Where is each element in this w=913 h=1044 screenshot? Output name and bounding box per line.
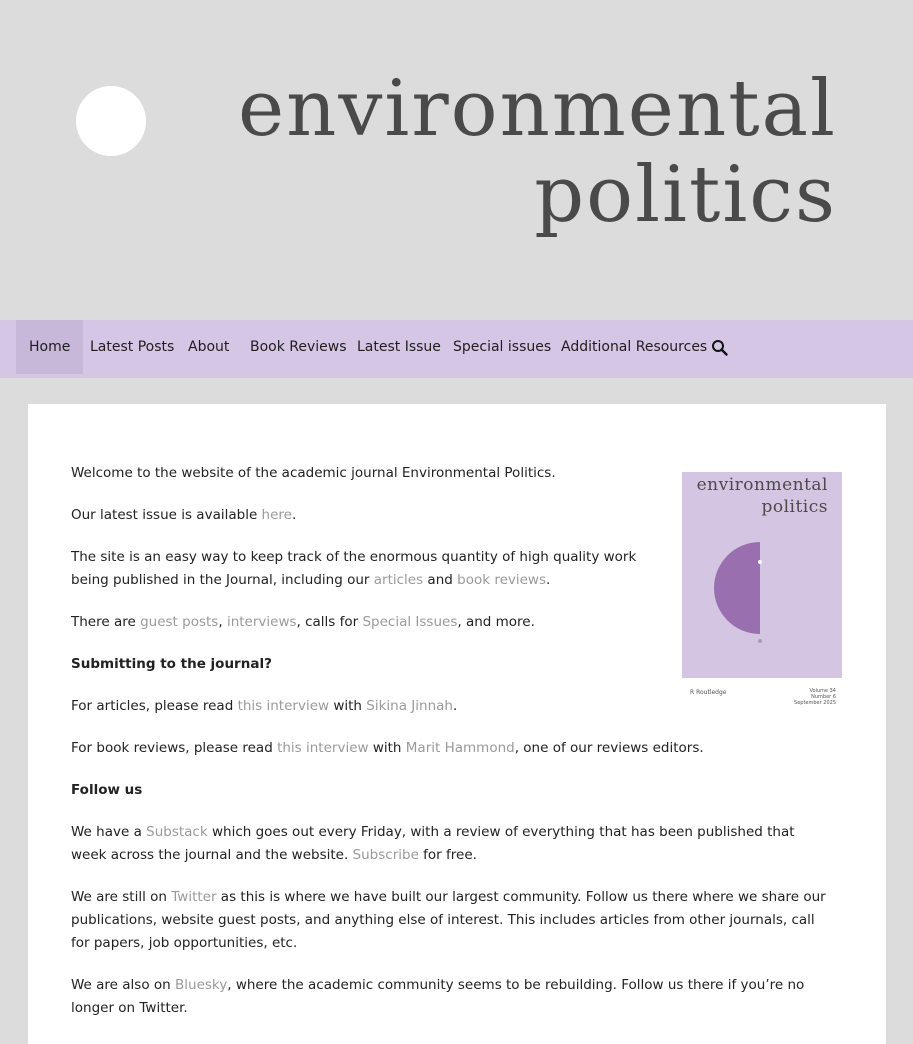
latest-issue-link[interactable]: here <box>261 507 292 523</box>
text: . <box>291 507 297 523</box>
site-title-line1: environmental <box>237 64 837 154</box>
half-circle-graphic <box>712 540 772 652</box>
text: There are <box>71 614 141 630</box>
site-description-paragraph <box>71 546 641 592</box>
book-reviews-link[interactable]: book reviews <box>457 572 547 588</box>
cover-volume-info <box>794 688 836 706</box>
articles-link[interactable]: articles <box>373 572 424 588</box>
publisher-name: Routledge <box>696 689 727 696</box>
text: as this is where we have built our largest community. Follow us there where we share our publications, website guest posts, and anything else of interest. This includes articles from other journals, call for papers, job opportunities, etc. <box>71 889 826 951</box>
sikina-jinnah-link[interactable]: Sikina Jinnah <box>366 698 453 714</box>
text: and <box>423 572 458 588</box>
publisher-logo <box>690 690 727 696</box>
cover-title-line1: environmental <box>696 475 828 495</box>
nav-item-additional-resources[interactable]: Additional Resources <box>561 339 708 355</box>
cover-art <box>682 472 842 678</box>
bluesky-link[interactable]: Bluesky <box>175 977 228 993</box>
text: We are also on <box>71 977 175 993</box>
text: For articles, please read <box>71 698 238 714</box>
twitter-paragraph <box>71 886 831 955</box>
main-content-card <box>28 404 886 1044</box>
book-reviews-guidance-paragraph <box>71 737 831 760</box>
routledge-logo-icon: R <box>690 689 695 696</box>
subscribe-link[interactable]: Subscribe <box>352 847 419 863</box>
cover-title <box>697 474 828 518</box>
text: We have a <box>71 824 147 840</box>
text: . <box>452 698 458 714</box>
welcome-paragraph <box>71 462 641 485</box>
text: , and more. <box>457 614 535 630</box>
journal-cover-image[interactable] <box>682 472 842 708</box>
text: . <box>546 572 551 588</box>
text: which goes out every Friday, with a review of everything that has been published that week across the journal and the website. <box>71 824 795 863</box>
special-issues-link[interactable]: Special Issues <box>362 614 458 630</box>
site-header <box>0 0 913 320</box>
nav-item-latest-issue[interactable]: Latest Issue <box>357 339 441 355</box>
nav-item-special-issues[interactable]: Special issues <box>453 339 552 355</box>
substack-paragraph <box>71 821 831 867</box>
cover-title-line2: politics <box>761 497 828 517</box>
nav-item-about[interactable]: About <box>188 339 230 355</box>
text: with <box>329 698 367 714</box>
latest-issue-paragraph <box>71 504 641 527</box>
submitting-heading <box>71 653 641 676</box>
content-types-paragraph <box>71 611 641 634</box>
articles-interview-link[interactable]: this interview <box>237 698 330 714</box>
book-reviews-interview-link[interactable]: this interview <box>277 740 369 756</box>
text: with <box>368 740 406 756</box>
text: Our latest issue is available <box>71 507 262 523</box>
main-nav <box>0 320 913 378</box>
text: for free. <box>418 847 477 863</box>
cover-number: Number 6 <box>811 694 836 700</box>
cover-footer <box>690 688 836 706</box>
guest-posts-link[interactable]: guest posts <box>140 614 219 630</box>
text: , one of our reviews editors. <box>514 740 704 756</box>
nav-item-latest-posts[interactable]: Latest Posts <box>90 339 175 355</box>
site-title-line2: politics <box>534 150 837 240</box>
text: We are still on <box>71 889 172 905</box>
bluesky-paragraph <box>71 974 831 1020</box>
nav-item-book-reviews[interactable]: Book Reviews <box>250 339 347 355</box>
text: For book reviews, please read <box>71 740 278 756</box>
text: , calls for <box>296 614 363 630</box>
follow-us-heading-text: Follow us <box>71 782 143 798</box>
follow-us-heading <box>71 779 831 802</box>
interviews-link[interactable]: interviews <box>226 614 297 630</box>
cover-date: September 2025 <box>794 700 836 706</box>
articles-guidance-paragraph <box>71 695 641 718</box>
text: , where the academic community seems to be rebuilding. Follow us there if you’re no longer on Twitter. <box>71 977 805 1016</box>
search-icon[interactable] <box>710 338 730 358</box>
text: , <box>218 614 227 630</box>
site-logo[interactable] <box>76 86 146 156</box>
text: The site is an easy way to keep track of the enormous quantity of high quality work being published in the Journal, including our <box>71 549 637 588</box>
substack-link[interactable]: Substack <box>146 824 208 840</box>
marit-hammond-link[interactable]: Marit Hammond <box>405 740 515 756</box>
welcome-text: Welcome to the website of the academic journal Environmental Politics. <box>71 465 556 481</box>
site-title[interactable] <box>238 66 837 238</box>
nav-item-home[interactable]: Home <box>16 320 83 374</box>
cover-volume: Volume 34 <box>809 688 836 694</box>
submitting-heading-text: Submitting to the journal? <box>71 656 272 672</box>
twitter-link[interactable]: Twitter <box>171 889 217 905</box>
